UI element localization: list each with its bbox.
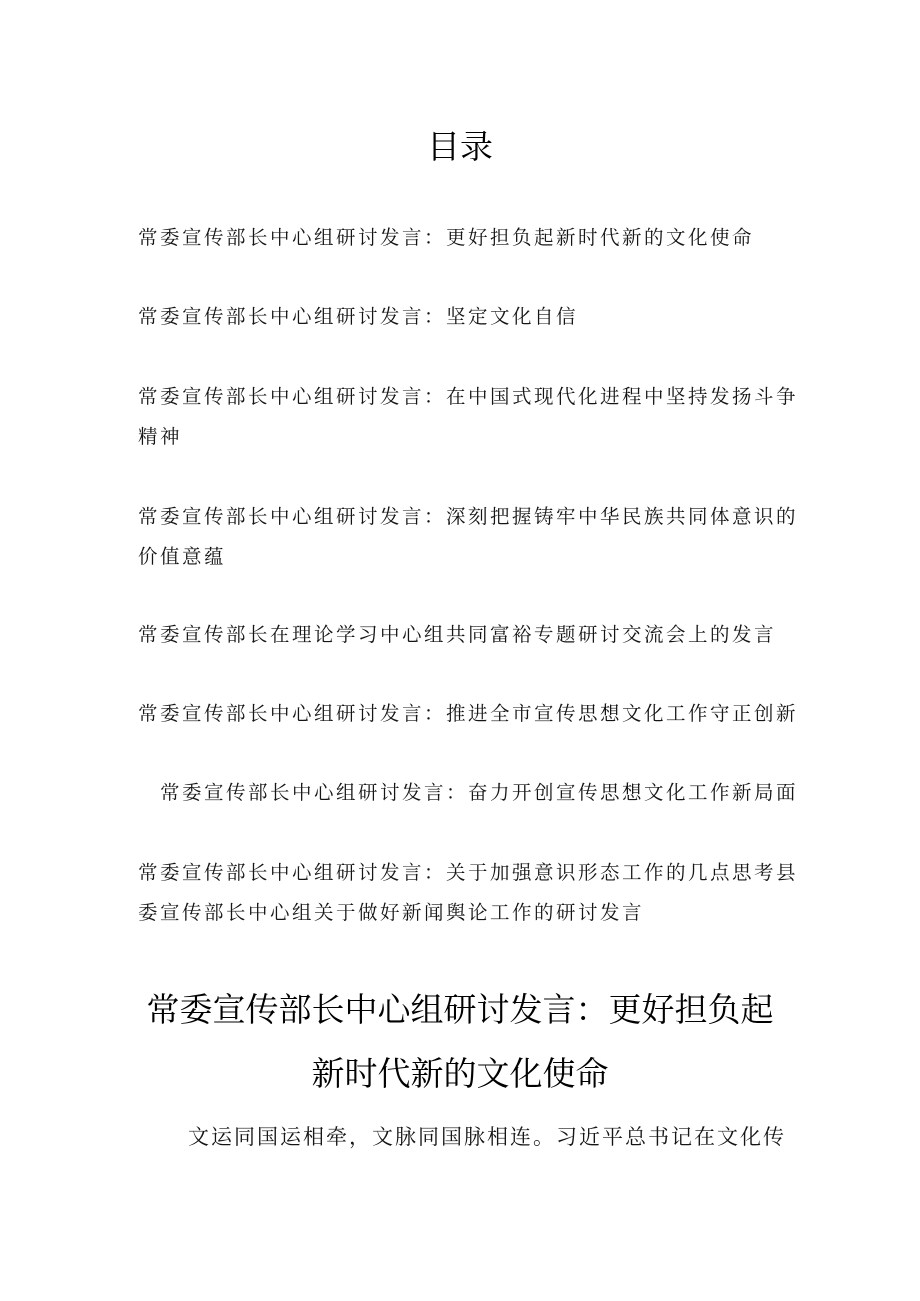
toc-item-5: 常委宣传部长在理论学习中心组共同富裕专题研讨交流会上的发言 [138, 623, 777, 646]
article-title [110, 978, 810, 1106]
article-title-line-1: 常委宣传部长中心组研讨发言：更好担负起 [146, 990, 774, 1029]
toc-item-4: 常委宣传部长中心组研讨发言：深刻把握铸牢中华民族共同体意识的价值意蕴 [138, 505, 799, 568]
toc-item-8: 常委宣传部长中心组研讨发言：关于加强意识形态工作的几点思考县委宣传部长中心组关于做好新闻舆论工作的研讨发言 [138, 861, 799, 924]
toc-item-1: 常委宣传部长中心组研讨发言：更好担负起新时代新的文化使命 [138, 226, 755, 249]
toc-item-2: 常委宣传部长中心组研讨发言：坚定文化自信 [138, 305, 579, 328]
toc-item-6: 常委宣传部长中心组研讨发言：推进全市宣传思想文化工作守正创新 [138, 702, 799, 725]
article-body-paragraph: 文运同国运相牵，文脉同国脉相连。习近平总书记在文化传 [188, 1125, 786, 1149]
toc-title: 目录 [427, 127, 493, 166]
toc-item-3: 常委宣传部长中心组研讨发言：在中国式现代化进程中坚持发扬斗争精神 [138, 385, 799, 448]
article-title-line-2: 新时代新的文化使命 [311, 1054, 609, 1093]
toc-item-7: 常委宣传部长中心组研讨发言：奋力开创宣传思想文化工作新局面 [160, 781, 799, 804]
